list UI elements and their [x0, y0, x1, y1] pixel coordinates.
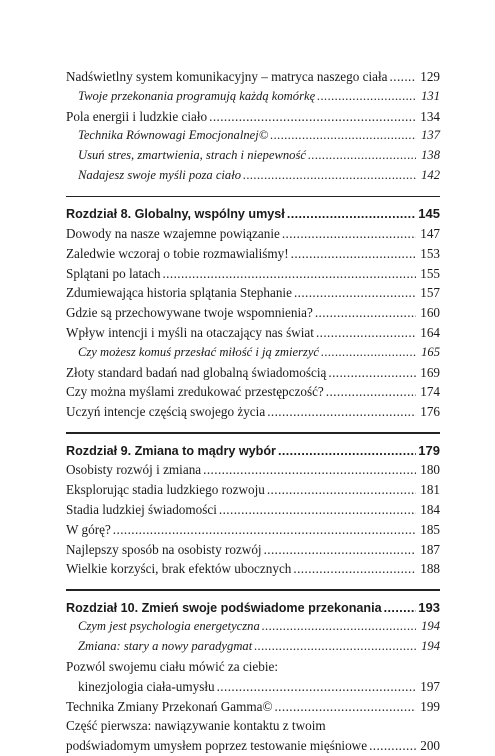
toc-entry — [66, 460, 440, 480]
toc-entry-page-number: 199 — [420, 698, 440, 714]
toc-entry — [66, 146, 440, 166]
toc-entry-page-number: 194 — [421, 619, 440, 634]
chapter-heading — [66, 441, 440, 461]
toc-entry — [66, 382, 440, 402]
dot-leader — [326, 382, 416, 402]
dot-leader — [294, 283, 416, 303]
toc-entry-title: Uczyń intencje częścią swojego życia — [66, 404, 266, 420]
toc-entry-title: Pozwól swojemu ciału mówić za ciebie: — [66, 659, 279, 675]
toc-entry — [66, 126, 440, 146]
toc-entry — [66, 480, 440, 500]
toc-entry-title: Dowody na nasze wzajemne powiązanie — [66, 226, 280, 242]
toc-entry — [66, 87, 440, 107]
dot-leader — [203, 460, 416, 480]
toc-entry-title: Najlepszy sposób na osobisty rozwój — [66, 541, 262, 557]
toc-entry-page-number: 197 — [420, 678, 440, 694]
dot-leader — [209, 107, 416, 127]
toc-entry-page-number: 181 — [420, 482, 440, 498]
toc-entry-title: Wielkie korzyści, brak efektów ubocznych — [66, 561, 292, 577]
toc-entry — [66, 559, 440, 579]
toc-entry — [66, 402, 440, 422]
toc-entry-title: Eksplorując stadia ludzkiego rozwoju — [66, 482, 265, 498]
toc-entry-page-number: 194 — [421, 639, 440, 654]
chapter-divider — [66, 432, 440, 434]
toc-entry — [66, 244, 440, 264]
toc-entry-title: W górę? — [66, 521, 111, 537]
toc-entry-page-number: 180 — [420, 462, 440, 478]
toc-entry-page-number: 184 — [420, 501, 440, 517]
toc-entry-title: Usuń stres, zmartwienia, strach i niepewność — [78, 148, 306, 163]
toc-entry-page-number: 200 — [420, 738, 440, 754]
dot-leader — [219, 500, 416, 520]
toc-entry-title: Zmiana: stary a nowy paradygmat — [78, 639, 253, 654]
toc-entry — [66, 107, 440, 127]
table-of-contents — [66, 67, 440, 756]
chapter-heading — [66, 598, 440, 618]
toc-entry — [66, 637, 440, 657]
toc-entry-title: Technika Równowagi Emocjonalnej© — [78, 128, 269, 143]
dot-leader — [369, 736, 416, 756]
dot-leader — [113, 520, 416, 540]
toc-entry — [66, 500, 440, 520]
toc-entry — [66, 343, 440, 363]
dot-leader — [291, 244, 416, 264]
toc-entry-page-number: 142 — [421, 167, 440, 182]
toc-entry-title: Część pierwsza: nawiązywanie kontaktu z twoim — [66, 718, 326, 734]
toc-entry-page-number: 174 — [420, 384, 440, 400]
dot-leader — [243, 166, 416, 186]
dot-leader — [384, 599, 416, 619]
toc-entry-title: Technika Zmiany Przekonań Gamma© — [66, 698, 273, 714]
toc-entry-title: Stadia ludzkiej świadomości — [66, 501, 217, 517]
toc-entry-page-number: 193 — [418, 599, 440, 615]
dot-leader — [267, 402, 416, 422]
toc-entry-page-number: 188 — [420, 561, 440, 577]
toc-entry-page-number: 155 — [420, 265, 440, 281]
toc-entry-title: Złoty standard badań nad globalną świadomością — [66, 364, 327, 380]
toc-entry-title: Rozdział 9. Zmiana to mądry wybór — [66, 443, 276, 458]
toc-entry-page-number: 134 — [420, 108, 440, 124]
dot-leader — [321, 343, 416, 363]
dot-leader — [317, 87, 416, 107]
toc-entry-page-number: 176 — [420, 404, 440, 420]
toc-entry-title: kinezjologia ciała-umysłu — [78, 678, 215, 694]
toc-entry — [66, 677, 440, 697]
dot-leader — [278, 442, 416, 462]
toc-entry — [66, 283, 440, 303]
dot-leader — [328, 363, 416, 383]
toc-entry-page-number: 164 — [420, 325, 440, 341]
toc-entry-page-number: 185 — [420, 521, 440, 537]
toc-entry — [66, 323, 440, 343]
toc-entry — [66, 67, 440, 87]
toc-entry-page-number: 145 — [418, 206, 440, 222]
dot-leader — [264, 540, 416, 560]
toc-entry-page-number: 147 — [420, 226, 440, 242]
toc-entry-title: Czy możesz komuś przesłać miłość i ją zmierzyć — [78, 344, 320, 359]
toc-entry-page-number: 131 — [421, 88, 440, 103]
toc-entry — [66, 264, 440, 284]
chapter-heading — [66, 204, 440, 224]
toc-entry — [66, 520, 440, 540]
chapter-divider — [66, 589, 440, 591]
toc-entry — [66, 166, 440, 186]
toc-entry-title: Nadajesz swoje myśli poza ciało — [78, 167, 242, 182]
dot-leader — [162, 264, 416, 284]
toc-entry — [66, 716, 440, 736]
toc-entry — [66, 540, 440, 560]
toc-entry — [66, 657, 440, 677]
dot-leader — [262, 617, 416, 637]
dot-leader — [282, 224, 416, 244]
toc-entry — [66, 736, 440, 756]
toc-entry-title: Zaledwie wczoraj o tobie rozmawialiśmy! — [66, 245, 289, 261]
toc-entry-title: Czy można myślami zredukować przestępczość? — [66, 384, 324, 400]
toc-entry — [66, 224, 440, 244]
toc-entry-title: Osobisty rozwój i zmiana — [66, 462, 202, 478]
toc-entry-title: Zdumiewająca historia splątania Stephanie — [66, 285, 292, 301]
toc-entry-title: Rozdział 8. Globalny, wspólny umysł — [66, 207, 285, 222]
toc-entry-title: Czym jest psychologia energetyczna — [78, 619, 260, 634]
dot-leader — [287, 205, 416, 225]
dot-leader — [308, 146, 416, 166]
dot-leader — [293, 559, 416, 579]
dot-leader — [390, 67, 416, 87]
toc-entry — [66, 363, 440, 383]
toc-entry-title: Nadświetlny system komunikacyjny – matryca naszego ciała — [66, 69, 388, 84]
toc-entry-title: Pola energii i ludzkie ciało — [66, 108, 208, 124]
toc-entry-page-number: 160 — [420, 305, 440, 321]
toc-entry-title: Gdzie są przechowywane twoje wspomnienia? — [66, 305, 313, 321]
toc-entry — [66, 303, 440, 323]
dot-leader — [217, 677, 416, 697]
dot-leader — [315, 303, 416, 323]
toc-entry-title: podświadomym umysłem poprzez testowanie mięśniowe — [66, 738, 368, 754]
toc-entry-page-number: 157 — [420, 285, 440, 301]
dot-leader — [254, 637, 416, 657]
toc-entry-page-number: 138 — [421, 148, 440, 163]
toc-entry-title: Wpływ intencji i myśli na otaczający nas świat — [66, 325, 314, 341]
chapter-divider — [66, 196, 440, 198]
toc-entry-title: Rozdział 10. Zmień swoje podświadome przekonania — [66, 600, 382, 615]
toc-entry-page-number: 169 — [420, 364, 440, 380]
toc-entry-title: Twoje przekonania programują każdą komórkę — [78, 88, 316, 103]
toc-entry-page-number: 165 — [421, 344, 440, 359]
toc-entry-page-number: 179 — [418, 442, 440, 458]
toc-entry-page-number: 153 — [420, 245, 440, 261]
toc-entry-title: Splątani po latach — [66, 265, 161, 281]
dot-leader — [270, 126, 416, 146]
toc-entry-page-number: 187 — [420, 541, 440, 557]
toc-entry — [66, 617, 440, 637]
dot-leader — [267, 480, 416, 500]
toc-entry-page-number: 129 — [420, 69, 440, 84]
dot-leader — [316, 323, 416, 343]
toc-entry-page-number: 137 — [421, 128, 440, 143]
